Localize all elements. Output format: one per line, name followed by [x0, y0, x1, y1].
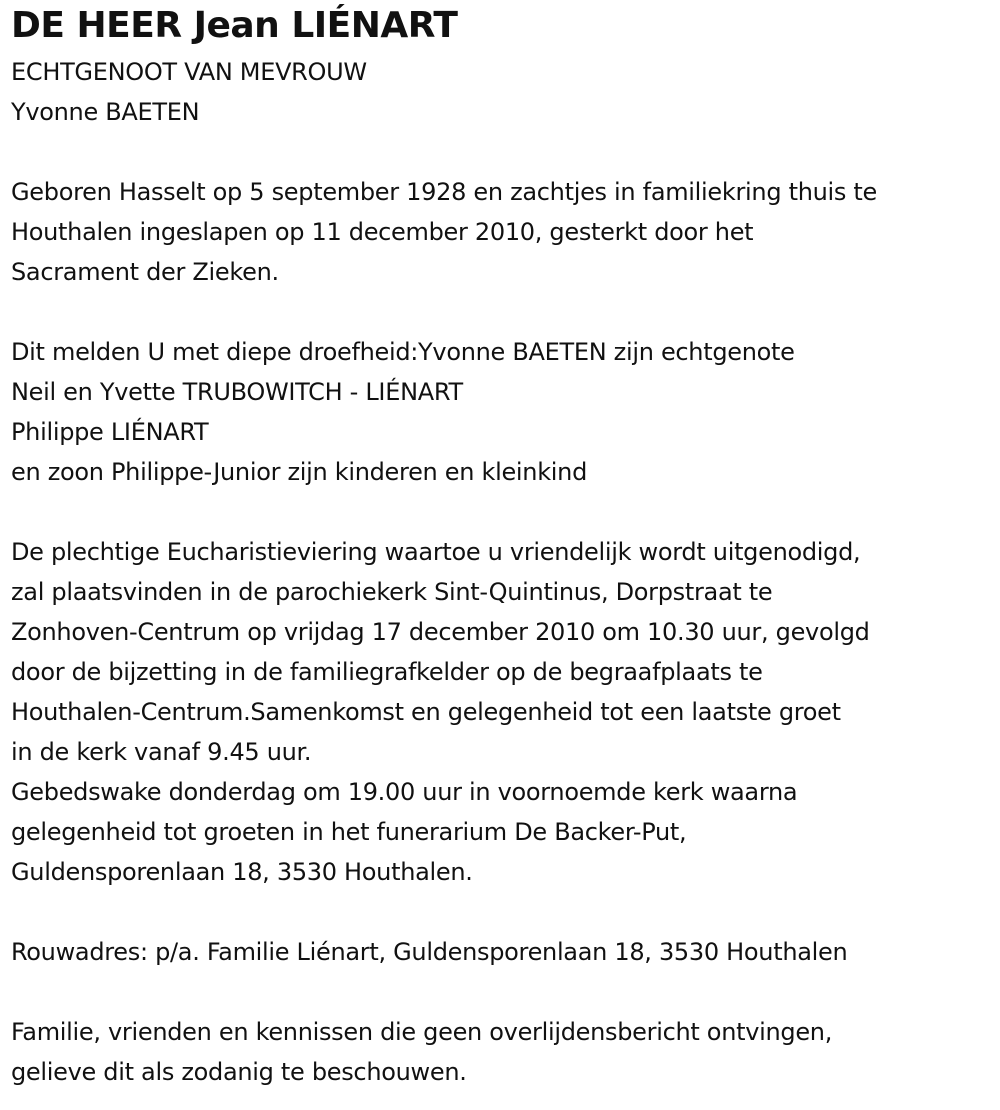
- ceremony-line: Guldensporenlaan 18, 3530 Houthalen.: [11, 858, 473, 886]
- family-paragraph: [11, 332, 996, 492]
- spouse-label: ECHTGENOOT VAN MEVROUW: [11, 58, 367, 86]
- spouse-name: Yvonne BAETEN: [11, 98, 200, 126]
- ceremony-line: Gebedswake donderdag om 19.00 uur in voornoemde kerk waarna: [11, 778, 798, 806]
- closing-line: gelieve dit als zodanig te beschouwen.: [11, 1058, 467, 1086]
- death-notice: [11, 0, 996, 1092]
- birth-paragraph: [11, 172, 996, 292]
- paragraph-gap: [11, 972, 996, 1012]
- ceremony-line: gelegenheid tot groeten in het funerarium De Backer-Put,: [11, 818, 687, 846]
- family-line: Philippe LIÉNART: [11, 418, 209, 446]
- ceremony-line: De plechtige Eucharistieviering waartoe u vriendelijk wordt uitgenodigd,: [11, 538, 861, 566]
- birth-line: Geboren Hasselt op 5 september 1928 en zachtjes in familiekring thuis te: [11, 178, 877, 206]
- birth-line: Houthalen ingeslapen op 11 december 2010, gesterkt door het: [11, 218, 754, 246]
- notice-title: DE HEER Jean LIÉNART: [11, 5, 458, 46]
- family-line: Dit melden U met diepe droefheid:Yvonne BAETEN zijn echtgenote: [11, 338, 795, 366]
- ceremony-line: Zonhoven-Centrum op vrijdag 17 december 2010 om 10.30 uur, gevolgd: [11, 618, 870, 646]
- closing-line: Familie, vrienden en kennissen die geen overlijdensbericht ontvingen,: [11, 1018, 833, 1046]
- paragraph-gap: [11, 132, 996, 172]
- closing-paragraph: [11, 1012, 996, 1092]
- paragraph-gap: [11, 492, 996, 532]
- mourning-address: Rouwadres: p/a. Familie Liénart, Guldensporenlaan 18, 3530 Houthalen: [11, 938, 848, 966]
- birth-line: Sacrament der Zieken.: [11, 258, 279, 286]
- ceremony-line: Houthalen-Centrum.Samenkomst en gelegenheid tot een laatste groet: [11, 698, 841, 726]
- paragraph-gap: [11, 292, 996, 332]
- family-line: Neil en Yvette TRUBOWITCH - LIÉNART: [11, 378, 463, 406]
- ceremony-line: door de bijzetting in de familiegrafkelder op de begraafplaats te: [11, 658, 763, 686]
- ceremony-line: zal plaatsvinden in de parochiekerk Sint-Quintinus, Dorpstraat te: [11, 578, 773, 606]
- ceremony-paragraph: [11, 532, 996, 892]
- family-line: en zoon Philippe-Junior zijn kinderen en kleinkind: [11, 458, 588, 486]
- ceremony-line: in de kerk vanaf 9.45 uur.: [11, 738, 312, 766]
- paragraph-gap: [11, 892, 996, 932]
